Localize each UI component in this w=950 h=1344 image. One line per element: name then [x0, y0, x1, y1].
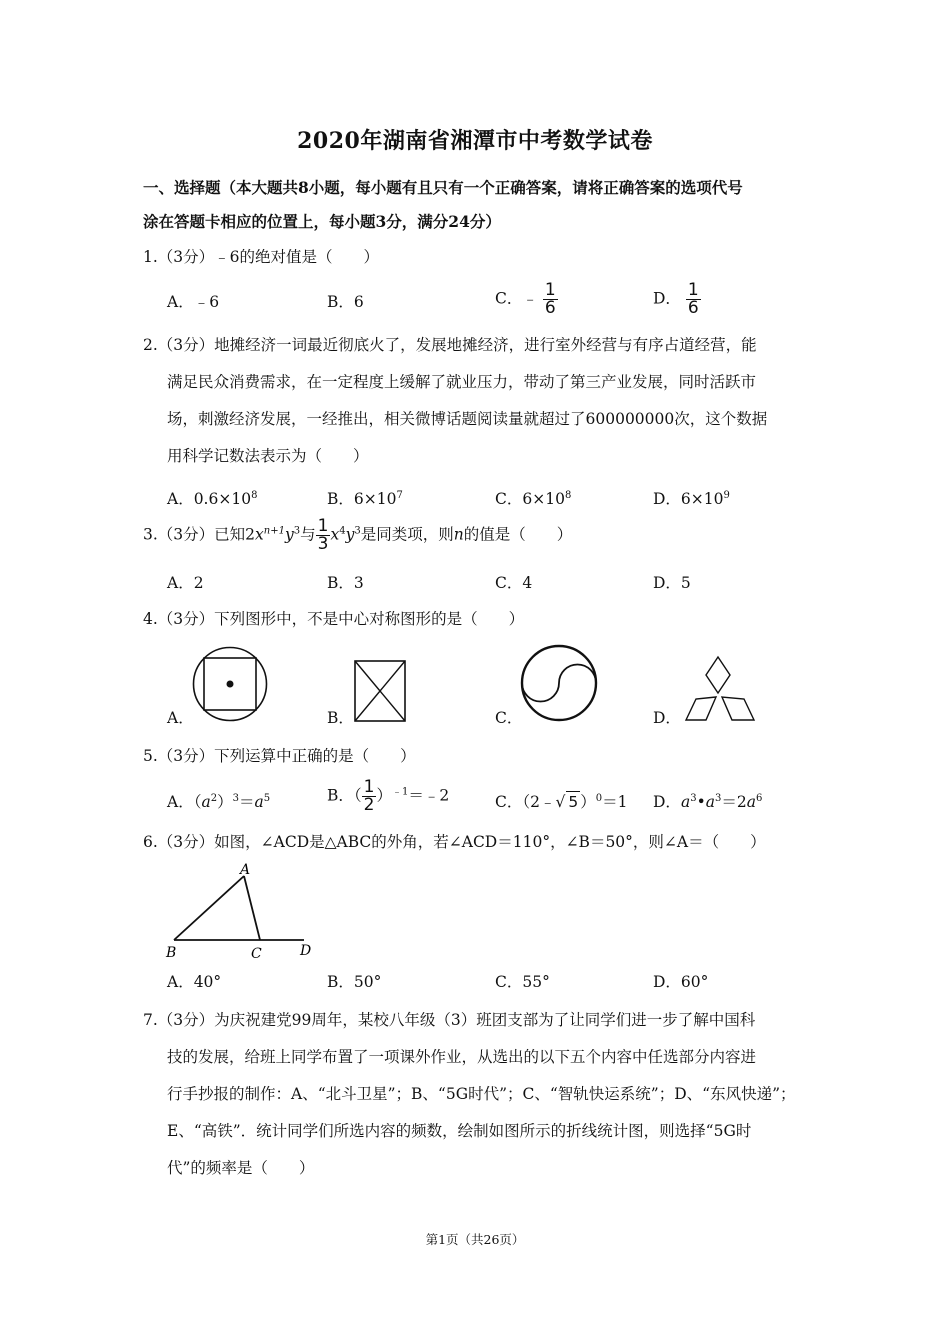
q2-option-c: C．$6\times 10^8$	[495, 490, 572, 508]
q7-line2: 技的发展，给班上同学布置了一项课外作业，从选出的以下五个内容中任选部分内容进	[167, 1048, 757, 1066]
q5-stem: 5.（3分）下列运算中正确的是（ ）	[143, 747, 416, 765]
q1-option-d: D． $\frac{1}{6}$	[653, 280, 699, 318]
circle-square-dot-figure	[192, 646, 268, 722]
q6-option-d: D．60°	[653, 973, 709, 991]
q2-line3: 场，刺激经济发展，一经推出，相关微博话题阅读量就超过了600000000次，这个数据	[167, 410, 768, 428]
fraction: $\frac{1}{6}$	[544, 280, 556, 318]
q2-line1: 2.（3分）地摊经济一词最近彻底火了，发展地摊经济，进行室外经营与有序占道经营，能	[143, 336, 757, 354]
page-footer: 第1页（共26页）	[425, 1232, 525, 1247]
q4-option-b: B．	[327, 709, 354, 727]
q2-option-d: D．$6\times 10^9$	[653, 490, 730, 508]
vertex-label-a: A	[240, 862, 251, 878]
fraction: $\frac{1}{2}$	[363, 777, 375, 815]
q1-option-a: A．﹣6	[167, 293, 220, 311]
crossed-rectangle-figure	[354, 660, 406, 722]
q5-option-b: B．（ $\frac{1}{2}$ ）$^{﹣1}$＝﹣2	[327, 777, 450, 815]
q7-line3: 行手抄报的制作：A、“北斗卫星”；B、“5G时代”；C、“智轨快运系统”；D、“东风快递”；	[167, 1085, 796, 1103]
q3-option-c: C．4	[495, 574, 533, 592]
q3-option-b: B．3	[327, 574, 364, 592]
section-heading-line1: 一、选择题（本大题共8小题，每小题有且只有一个正确答案，请将正确答案的选项代号	[143, 178, 743, 197]
q2-line4: 用科学记数法表示为（ ）	[167, 447, 369, 465]
q2-option-b: B．$6\times 10^7$	[327, 490, 403, 508]
q3-stem: 3.（3分）已知$2x^{n+1}y^3$与 $\frac{1}{3}$ $x^4y^3$是同类项，则n的值是（ ）	[143, 516, 573, 554]
section-heading-line2: 涂在答题卡相应的位置上，每小题3分，满分24分）	[143, 212, 501, 231]
q1-option-b: B．6	[327, 293, 364, 311]
q4-option-a: A．	[167, 709, 194, 727]
vertex-label-d: D	[300, 943, 312, 959]
q5-option-d: D．$a^3•a^3=2a^6$	[653, 793, 763, 811]
q7-line5: 代”的频率是（ ）	[167, 1159, 315, 1177]
q7-line4: E、“高铁”．统计同学们所选内容的频数，绘制如图所示的折线统计图，则选择“5G时	[167, 1122, 752, 1140]
q6-option-b: B．50°	[327, 973, 382, 991]
q4-option-d: D．	[653, 709, 681, 727]
q4-option-c: C．	[495, 709, 523, 727]
q2-line2: 满足民众消费需求，在一定程度上缓解了就业压力，带动了第三产业发展，同时活跃市	[167, 373, 757, 391]
q6-option-c: C．55°	[495, 973, 550, 991]
q4-stem: 4.（3分）下列图形中，不是中心对称图形的是（ ）	[143, 610, 525, 628]
q2-option-a: A．$0.6\times 10^8$	[167, 490, 258, 508]
page-title: 2020年湖南省湘潭市中考数学试卷	[297, 128, 653, 154]
q3-option-a: A．2	[167, 574, 204, 592]
vertex-label-b: B	[166, 945, 177, 961]
q7-line1: 7.（3分）为庆祝建党99周年，某校八年级（3）班团支部为了让同学们进一步了解中国科	[143, 1011, 756, 1029]
vertex-label-c: C	[251, 946, 262, 962]
q1-stem: 1.（3分）﹣6的绝对值是（ ）	[143, 248, 380, 266]
q5-option-c: C．（2﹣√ 5 ）$^0$＝1	[495, 793, 628, 811]
fraction: $\frac{1}{6}$	[687, 280, 699, 318]
q3-option-d: D．5	[653, 574, 691, 592]
three-rhombus-figure	[684, 656, 756, 722]
triangle-figure	[164, 862, 324, 962]
yin-yang-figure	[520, 644, 598, 722]
fraction: $\frac{1}{3}$	[317, 516, 329, 554]
q1-option-c: C．﹣ $\frac{1}{6}$	[495, 280, 556, 318]
q5-option-a: A．$(a^2)^3=a^5$	[167, 793, 271, 811]
q6-option-a: A．40°	[167, 973, 222, 991]
q6-stem: 6.（3分）如图，∠ACD是△ABC的外角，若∠ACD＝110°，∠B＝50°，则∠A＝（ ）	[143, 833, 766, 851]
